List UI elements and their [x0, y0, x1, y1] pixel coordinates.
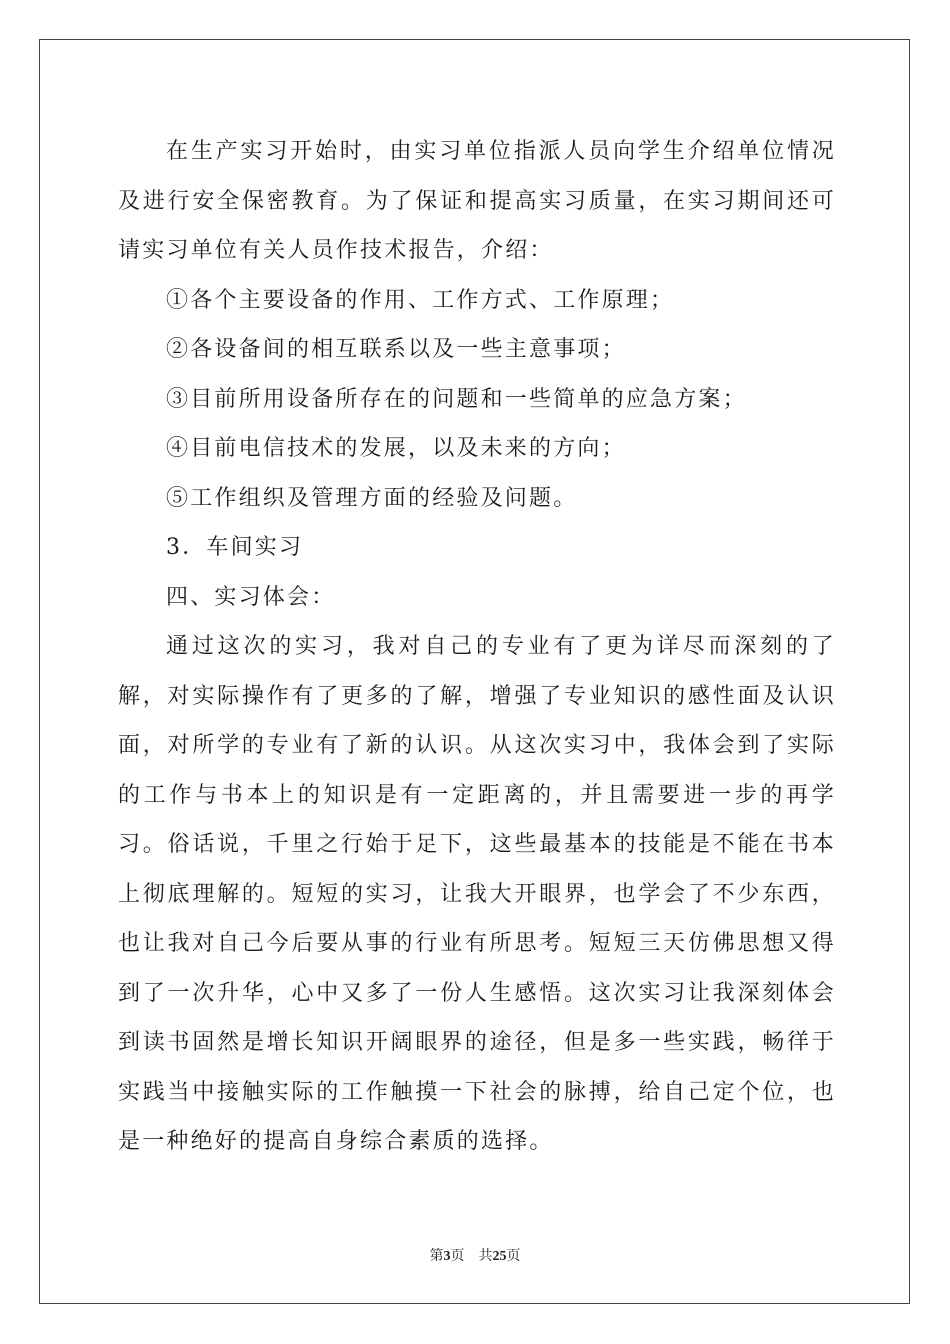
list-item-5: ⑤工作组织及管理方面的经验及问题。: [166, 485, 578, 511]
list-item-3: ③目前所用设备所存在的问题和一些简单的应急方案；: [166, 386, 747, 412]
page-footer: [0, 1247, 950, 1266]
section-heading-workshop: 3．车间实习: [166, 535, 304, 560]
section-heading-experience: 四、实习体会：: [166, 584, 336, 610]
total-pages: 25: [492, 1249, 507, 1264]
list-item-4: ④目前电信技术的发展，以及未来的方向；: [166, 436, 626, 461]
paragraph-experience: 通过这次的实习，我对自己的专业有了更为详尽而深刻的了解，对实际操作有了更多的了解，增强了专业知识的感性面及认识面，对所学的专业有了新的认识。从这次实习中，我体会到了实际的工作与书本上的知识是有一定距离的，并且需要进一步的再学习。俗话说，千里之行始于足下，这些最基本的技能是不能在书本上彻底理解的。短短的实习，让我大开眼界，也学会了不少东西，也让我对自己今后要从事的行业有所思考。短短三天仿佛思想又得到了一次升华，心中又多了一份人生感悟。这次实习让我深刻体会到读书固然是增长知识开阔眼界的途径，但是多一些实践，畅徉于实践当中接触实际的工作触摸一下社会的脉搏，给自己定个位，也是一种绝好的提高自身综合素质的选择。: [118, 634, 836, 1154]
page-suffix: 页: [450, 1248, 465, 1264]
list-item-2: ②各设备间的相互联系以及一些主意事项；: [166, 337, 626, 362]
total-prefix: 共: [478, 1248, 493, 1264]
paragraph-intro: 在生产实习开始时，由实习单位指派人员向学生介绍单位情况及进行安全保密教育。为了保证和提高实习质量，在实习期间还可请实习单位有关人员作技术报告，介绍：: [118, 139, 836, 263]
list-item-1: ①各个主要设备的作用、工作方式、工作原理；: [166, 287, 675, 313]
document-body: [118, 127, 836, 1167]
page-prefix: 第: [429, 1248, 444, 1264]
page-number: 3: [443, 1249, 451, 1264]
total-suffix: 页: [506, 1248, 521, 1264]
